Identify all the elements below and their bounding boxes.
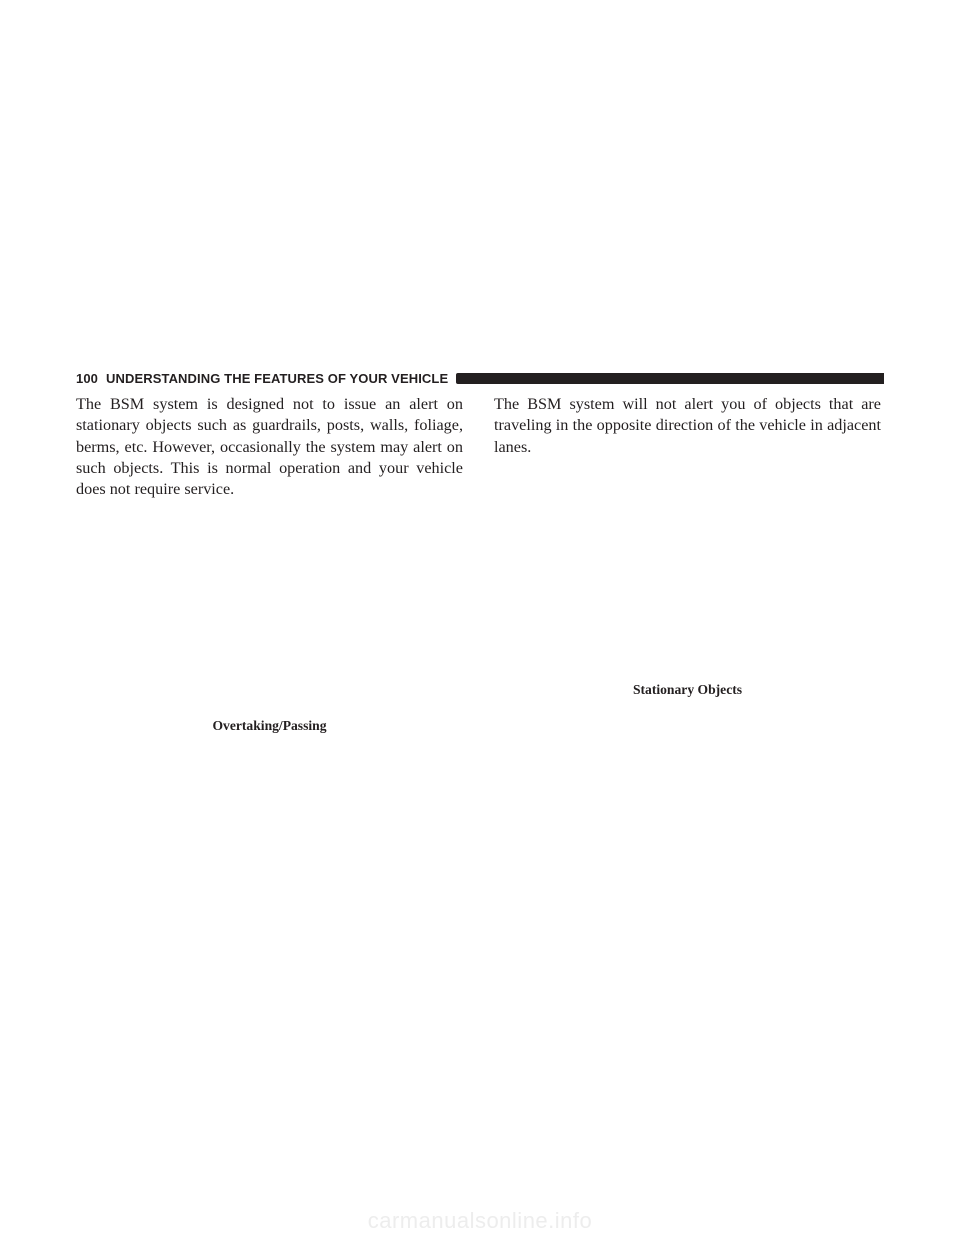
left-paragraph: The BSM system is designed not to issue an alert on stationary objects such as guardrails, posts, walls, foliage, berms, etc. However, occasionally the system may alert on such objects. This is normal operation and your vehicle does not require service. [76,395,463,499]
watermark: carmanualsonline.info [367,1208,593,1233]
page-number: 100 [76,370,98,386]
left-column [76,394,463,500]
header-rule [456,373,884,384]
page-header [76,369,884,387]
right-column [494,394,881,458]
figure-caption-stationary-objects: Stationary Objects [632,682,743,697]
figure-caption-overtaking-passing: Overtaking/Passing [212,718,327,733]
right-paragraph: The BSM system will not alert you of objects that are traveling in the opposite direction of the vehicle in adjacent lanes. [494,395,881,456]
section-title: UNDERSTANDING THE FEATURES OF YOUR VEHICLE [106,370,449,386]
